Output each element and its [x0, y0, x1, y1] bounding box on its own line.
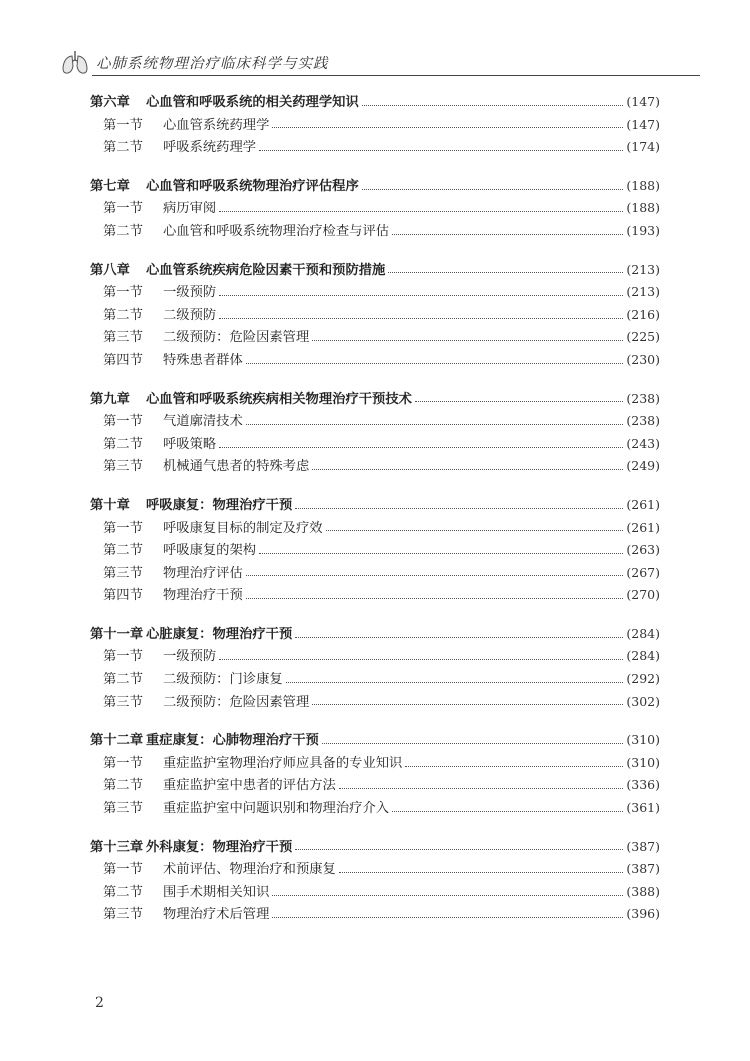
chapter-number: 第十章	[90, 497, 130, 513]
dot-leader	[219, 318, 623, 319]
section-title: 物理治疗术后管理	[163, 907, 270, 923]
dot-leader	[312, 340, 623, 341]
section-entry[interactable]	[90, 539, 660, 562]
dot-leader	[246, 598, 624, 599]
chapter-entry[interactable]	[90, 836, 660, 859]
section-page: (147)	[626, 116, 660, 132]
section-number: 第三节	[103, 459, 143, 475]
chapter-title: 心血管和呼吸系统疾病相关物理治疗干预技术	[146, 391, 412, 407]
section-entry[interactable]	[90, 903, 660, 926]
chapter-number: 第六章	[90, 95, 130, 110]
section-number: 第一节	[103, 414, 143, 430]
dot-leader	[272, 917, 623, 918]
section-entry[interactable]	[90, 197, 660, 220]
chapter-entry[interactable]	[90, 91, 660, 114]
section-number: 第三节	[103, 694, 143, 710]
section-number: 第三节	[103, 565, 143, 581]
chapter-page: (213)	[626, 261, 660, 277]
dot-leader	[286, 682, 624, 683]
section-entry[interactable]	[90, 220, 660, 243]
page-number: 2	[95, 995, 104, 1011]
section-title: 特殊患者群体	[163, 352, 243, 368]
section-number: 第二节	[103, 672, 143, 688]
section-number: 第三节	[103, 907, 143, 923]
table-of-contents	[90, 91, 660, 942]
section-entry[interactable]	[90, 114, 660, 137]
running-header	[60, 45, 700, 79]
dot-leader	[392, 234, 623, 235]
dot-leader	[219, 659, 623, 660]
dot-leader	[405, 766, 623, 767]
chapter-block	[90, 175, 660, 243]
section-page: (249)	[626, 458, 660, 474]
dot-leader	[295, 637, 623, 638]
chapter-number: 第九章	[90, 391, 130, 407]
section-page: (243)	[626, 435, 660, 451]
section-number: 第一节	[103, 862, 143, 878]
chapter-block	[90, 259, 660, 372]
section-title: 心血管系统药理学	[163, 117, 270, 133]
section-title: 物理治疗评估	[163, 565, 243, 581]
section-title: 物理治疗干预	[163, 588, 243, 604]
chapter-block	[90, 836, 660, 926]
chapter-title: 心血管和呼吸系统物理治疗评估程序	[146, 178, 359, 194]
chapter-number: 第十三章	[90, 839, 144, 855]
dot-leader	[259, 553, 623, 554]
section-number: 第一节	[103, 117, 143, 133]
dot-leader	[392, 811, 623, 812]
dot-leader	[272, 127, 623, 128]
chapter-number: 第十二章	[90, 733, 144, 749]
section-title: 心血管和呼吸系统物理治疗检查与评估	[163, 223, 390, 239]
dot-leader	[312, 469, 623, 470]
dot-leader	[339, 872, 624, 873]
chapter-block	[90, 729, 660, 819]
section-page: (336)	[626, 777, 660, 793]
chapter-block	[90, 388, 660, 478]
section-title: 一级预防	[163, 285, 217, 301]
dot-leader	[295, 849, 623, 850]
chapter-entry[interactable]	[90, 494, 660, 517]
section-title: 呼吸策略	[163, 436, 217, 452]
section-title: 重症监护室物理治疗师应具备的专业知识	[163, 755, 403, 771]
chapter-entry[interactable]	[90, 623, 660, 646]
section-entry[interactable]	[90, 136, 660, 159]
section-title: 二级预防：危险因素管理	[163, 694, 310, 710]
chapter-page: (238)	[626, 390, 660, 406]
section-entry[interactable]	[90, 797, 660, 820]
chapter-title: 外科康复：物理治疗干预	[146, 839, 293, 855]
section-title: 重症监护室中患者的评估方法	[163, 778, 336, 794]
section-entry[interactable]	[90, 774, 660, 797]
chapter-title: 心血管系统疾病危险因素干预和预防措施	[146, 262, 386, 278]
section-number: 第二节	[103, 140, 143, 156]
section-page: (188)	[626, 200, 660, 216]
dot-leader	[295, 508, 623, 509]
section-number: 第二节	[103, 884, 143, 900]
section-entry[interactable]	[90, 281, 660, 304]
dot-leader	[362, 105, 624, 106]
chapter-block	[90, 623, 660, 713]
section-number: 第一节	[103, 201, 143, 217]
section-number: 第三节	[103, 801, 143, 817]
chapter-number: 第七章	[90, 178, 130, 194]
chapter-page: (284)	[626, 625, 660, 641]
section-entry[interactable]	[90, 349, 660, 372]
section-entry[interactable]	[90, 562, 660, 585]
section-entry[interactable]	[90, 668, 660, 691]
dot-leader	[388, 272, 623, 273]
section-title: 病历审阅	[163, 201, 217, 217]
dot-leader	[246, 363, 624, 364]
section-page: (361)	[626, 800, 660, 816]
section-page: (310)	[626, 754, 660, 770]
lungs-icon	[60, 48, 90, 76]
section-number: 第四节	[103, 588, 143, 604]
section-title: 呼吸康复目标的制定及疗效	[163, 520, 323, 536]
section-entry[interactable]	[90, 645, 660, 668]
section-page: (230)	[626, 351, 660, 367]
section-page: (388)	[626, 883, 660, 899]
chapter-title: 呼吸康复：物理治疗干预	[146, 497, 293, 513]
section-page: (261)	[626, 519, 660, 535]
dot-leader	[415, 401, 623, 402]
section-entry[interactable]	[90, 881, 660, 904]
section-page: (213)	[626, 284, 660, 300]
dot-leader	[272, 895, 623, 896]
section-title: 呼吸系统药理学	[163, 140, 257, 156]
section-page: (387)	[626, 861, 660, 877]
chapter-page: (188)	[626, 177, 660, 193]
header-rule	[92, 75, 700, 76]
section-page: (396)	[626, 906, 660, 922]
section-page: (302)	[626, 693, 660, 709]
section-title: 二级预防：门诊康复	[163, 672, 283, 688]
dot-leader	[362, 189, 624, 190]
section-entry[interactable]	[90, 752, 660, 775]
section-entry[interactable]	[90, 410, 660, 433]
section-entry[interactable]	[90, 433, 660, 456]
section-page: (193)	[626, 222, 660, 238]
section-number: 第二节	[103, 436, 143, 452]
section-title: 二级预防：危险因素管理	[163, 330, 310, 346]
chapter-entry[interactable]	[90, 388, 660, 411]
section-title: 呼吸康复的架构	[163, 543, 257, 559]
section-number: 第二节	[103, 778, 143, 794]
section-entry[interactable]	[90, 304, 660, 327]
section-title: 术前评估、物理治疗和预康复	[163, 862, 336, 878]
chapter-title: 心血管和呼吸系统的相关药理学知识	[146, 95, 359, 110]
running-header-title: 心肺系统物理治疗临床科学与实践	[96, 56, 329, 72]
dot-leader	[219, 211, 623, 212]
section-number: 第一节	[103, 520, 143, 536]
section-page: (216)	[626, 306, 660, 322]
section-title: 气道廓清技术	[163, 414, 243, 430]
section-entry[interactable]	[90, 691, 660, 714]
chapter-title: 心脏康复：物理治疗干预	[146, 626, 293, 642]
dot-leader	[312, 704, 623, 705]
section-page: (263)	[626, 542, 660, 558]
section-number: 第一节	[103, 649, 143, 665]
section-number: 第二节	[103, 543, 143, 559]
section-number: 第二节	[103, 307, 143, 323]
section-entry[interactable]	[90, 584, 660, 607]
dot-leader	[219, 447, 623, 448]
section-number: 第三节	[103, 330, 143, 346]
chapter-block	[90, 91, 660, 159]
dot-leader	[246, 424, 624, 425]
section-number: 第二节	[103, 223, 143, 239]
section-page: (267)	[626, 564, 660, 580]
dot-leader	[246, 575, 624, 576]
dot-leader	[326, 530, 624, 531]
section-title: 二级预防	[163, 307, 217, 323]
section-number: 第一节	[103, 285, 143, 301]
chapter-number: 第十一章	[90, 626, 144, 642]
chapter-page: (310)	[626, 732, 660, 748]
section-number: 第一节	[103, 755, 143, 771]
section-page: (270)	[626, 587, 660, 603]
dot-leader	[322, 743, 624, 744]
section-number: 第四节	[103, 352, 143, 368]
section-entry[interactable]	[90, 326, 660, 349]
chapter-title: 重症康复：心肺物理治疗干预	[146, 733, 319, 749]
section-page: (284)	[626, 648, 660, 664]
dot-leader	[219, 295, 623, 296]
chapter-block	[90, 494, 660, 607]
section-entry[interactable]	[90, 858, 660, 881]
section-entry[interactable]	[90, 455, 660, 478]
section-entry[interactable]	[90, 517, 660, 540]
section-page: (292)	[626, 671, 660, 687]
section-title: 重症监护室中问题识别和物理治疗介入	[163, 801, 390, 817]
chapter-page: (147)	[626, 94, 660, 109]
section-page: (174)	[626, 139, 660, 155]
chapter-entry[interactable]	[90, 729, 660, 752]
section-title: 机械通气患者的特殊考虑	[163, 459, 310, 475]
chapter-entry[interactable]	[90, 175, 660, 198]
chapter-page: (261)	[626, 496, 660, 512]
chapter-number: 第八章	[90, 262, 130, 278]
section-title: 围手术期相关知识	[163, 884, 270, 900]
dot-leader	[339, 788, 624, 789]
section-page: (225)	[626, 329, 660, 345]
section-page: (238)	[626, 413, 660, 429]
chapter-entry[interactable]	[90, 259, 660, 282]
section-title: 一级预防	[163, 649, 217, 665]
chapter-page: (387)	[626, 838, 660, 854]
dot-leader	[259, 150, 623, 151]
